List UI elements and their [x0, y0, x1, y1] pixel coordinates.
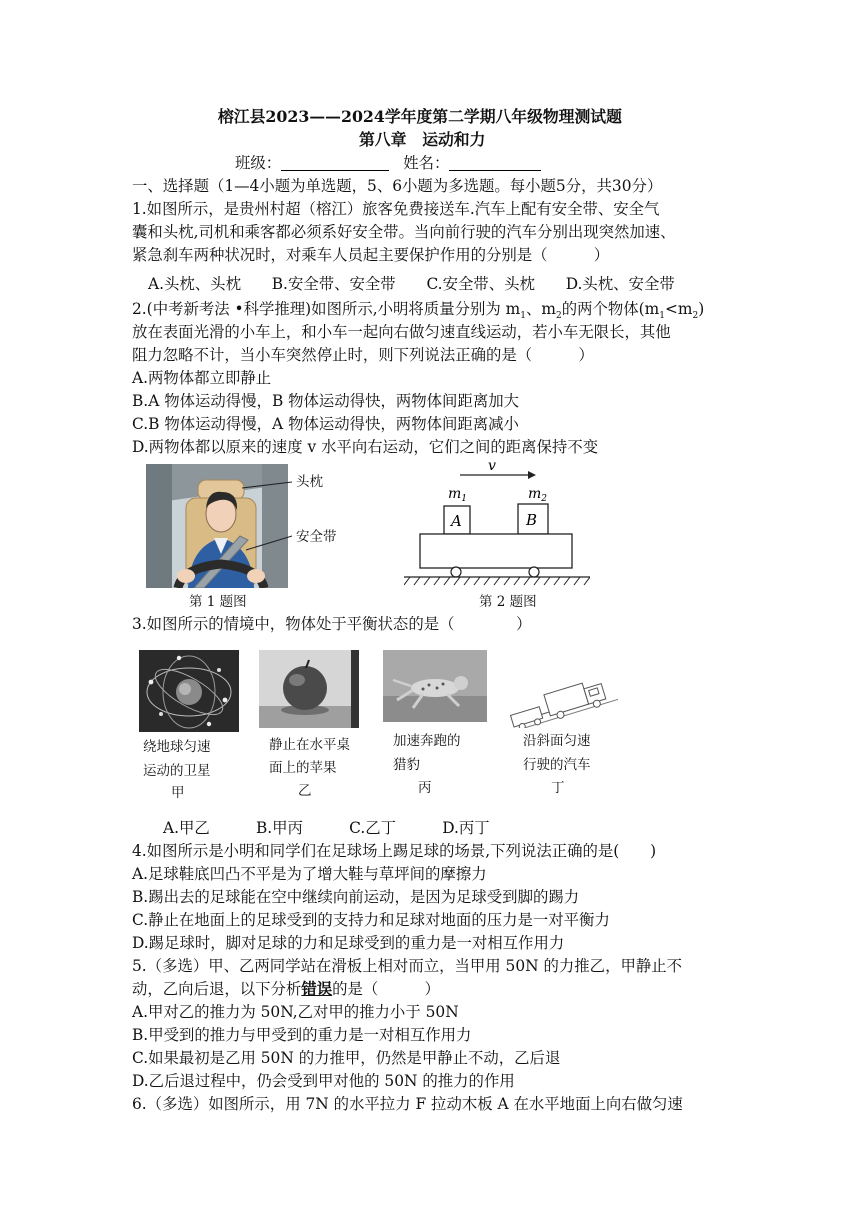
q3-bing-label: 丙	[418, 780, 432, 796]
q3-ding-caption-1: 沿斜面匀速	[523, 733, 591, 749]
q2-option-a: A.两物体都立即静止	[132, 369, 272, 387]
q2-line2: 放在表面光滑的小车上，和小车一起向右做匀速直线运动，若小车无限长，其他	[132, 323, 671, 341]
q3-bing-caption-1: 加速奔跑的	[393, 733, 461, 749]
fig1-headrest-label: 头枕	[296, 474, 323, 490]
q3-ding-label: 丁	[551, 780, 565, 796]
q3-bing-caption-2: 猎豹	[393, 757, 420, 773]
svg-text:A: A	[451, 512, 462, 530]
q4-stem: 4.如图所示是小明和同学们在足球场上踢足球的场景,下列说法正确的是( )	[132, 842, 657, 860]
class-label: 班级：	[235, 154, 282, 172]
q6-line1: 6.（多选）如图所示，用 7N 的水平拉力 F 拉动木板 A 在水平地面上向右做匀速	[132, 1095, 683, 1113]
q5-emphasis-wrong: 错误	[301, 980, 333, 998]
q1-line3: 紧急刹车两种状况时，对乘车人员起主要保护作用的分别是（ ）	[132, 246, 610, 264]
fig2-cart-body	[420, 534, 572, 568]
q3-yi-caption-1: 静止在水平桌	[269, 737, 350, 753]
fig2-wheel-left	[451, 567, 461, 577]
fig1-seatbelt-label: 安全带	[296, 529, 337, 545]
q3-truck-slope-image	[506, 656, 618, 728]
q3-stem: 3.如图所示的情境中，物体处于平衡状态的是（ ）	[132, 615, 532, 633]
q5-option-c: C.如果最初是乙用 50N 的力推甲，仍然是甲静止不动，乙后退	[132, 1049, 561, 1067]
q5-option-b: B.甲受到的推力与甲受到的重力是一对相互作用力	[132, 1026, 472, 1044]
fig2-wheel-right	[529, 567, 539, 577]
q4-option-c: C.静止在地面上的足球受到的支持力和足球对地面的压力是一对平衡力	[132, 911, 610, 929]
class-blank[interactable]	[281, 154, 389, 171]
q5-option-a: A.甲对乙的推力为 50N,乙对甲的推力小于 50N	[132, 1003, 459, 1021]
q2-line3: 阻力忽略不计，当小车突然停止时，则下列说法正确的是（ ）	[132, 346, 594, 364]
fig2-velocity-label: v	[488, 460, 496, 474]
q1-line1: 1.如图所示，是贵州村超（榕江）旅客免费接送车.汽车上配有安全带、安全气	[132, 200, 660, 218]
q5-line1: 5.（多选）甲、乙两同学站在滑板上相对而立，当甲用 50N 的力推乙，甲静止不	[132, 957, 683, 975]
q5-option-d: D.乙后退过程中，仍会受到甲对他的 50N 的推力的作用	[132, 1072, 515, 1090]
q5-line2: 动，乙向后退，以下分析错误的是（ ）	[132, 980, 440, 998]
section-heading: 一、选择题（1—4小题为单选题，5、6小题为多选题。每小题5分，共30分）	[132, 177, 663, 195]
fig1-driver-illustration	[146, 464, 366, 588]
q1-options: A.头枕、头枕 B.安全带、安全带 C.安全带、头枕 D.头枕、安全带	[148, 275, 675, 293]
fig1-caption: 第 1 题图	[189, 594, 247, 610]
q1-line2: 囊和头枕,司机和乘客都必须系好安全带。当向前行驶的汽车分别出现突然加速、	[132, 223, 676, 241]
q3-ding-caption-2: 行驶的汽车	[523, 757, 591, 773]
fig2-cart-diagram	[404, 460, 590, 588]
name-blank[interactable]	[449, 154, 541, 171]
q2-option-c: C.B 物体运动得慢，A 物体运动得快，两物体间距离减小	[132, 415, 519, 433]
q2-option-d: D.两物体都以原来的速度 v 水平向右运动，它们之间的距离保持不变	[132, 438, 599, 456]
q4-option-b: B.踢出去的足球能在空中继续向前运动，是因为足球受到脚的踢力	[132, 888, 580, 906]
q3-cheetah-image	[383, 650, 487, 722]
q3-yi-label: 乙	[298, 783, 312, 799]
q3-jia-label: 甲	[171, 785, 185, 801]
q4-option-d: D.踢足球时，脚对足球的力和足球受到的重力是一对相互作用力	[132, 934, 565, 952]
exam-title: 榕江县2023——2024学年度第二学期八年级物理测试题	[218, 107, 622, 126]
q3-jia-caption-2: 运动的卫星	[143, 763, 211, 779]
q3-satellite-image	[139, 650, 239, 732]
chapter-title: 第八章 运动和力	[359, 130, 486, 149]
q2-option-b: B.A 物体运动得慢，B 物体运动得快，两物体间距离加大	[132, 392, 520, 410]
q3-options: A.甲乙 B.甲丙 C.乙丁 D.丙丁	[163, 819, 490, 837]
fig2-ground-hatching	[404, 577, 590, 585]
q4-option-a: A.足球鞋底凹凸不平是为了增大鞋与草坪间的摩擦力	[132, 865, 487, 883]
q3-yi-caption-2: 面上的苹果	[269, 760, 337, 776]
fig2-caption: 第 2 题图	[479, 594, 537, 610]
svg-text:B: B	[526, 511, 538, 529]
student-info-row	[235, 152, 541, 174]
q2-line1: 2.(中考新考法 •科学推理)如图所示,小明将质量分别为 $m_1$、$m_2$的两个物体$(m_1<m_2)$	[132, 300, 705, 322]
fig2-m2-label: $m_2$	[528, 486, 548, 504]
name-label: 姓名：	[403, 154, 450, 172]
fig2-m1-label: $m_1$	[448, 486, 468, 504]
q3-apple-image	[259, 650, 359, 728]
q3-jia-caption-1: 绕地球匀速	[143, 739, 211, 755]
